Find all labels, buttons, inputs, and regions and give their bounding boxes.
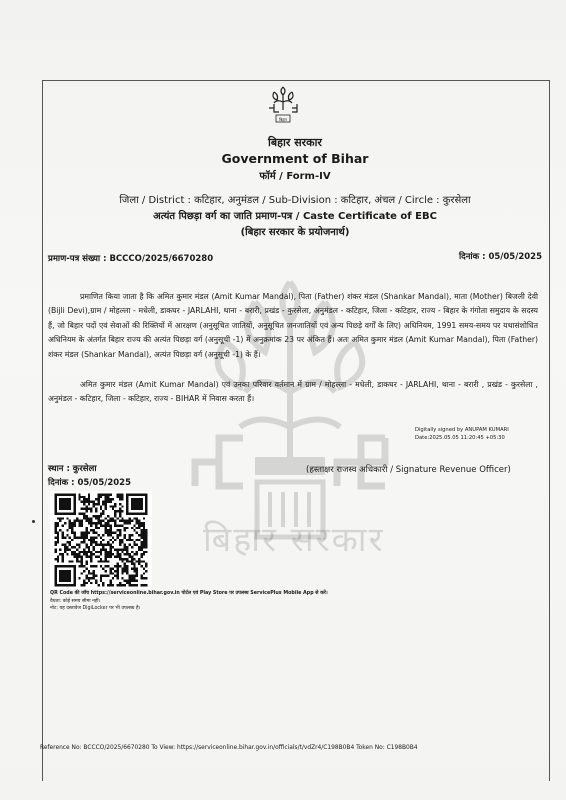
bihar-emblem-icon <box>266 84 300 124</box>
place-label: स्थान : कुरसेला <box>48 464 97 474</box>
certificate-date: दिनांक : 05/05/2025 <box>458 252 542 262</box>
certificate-body-paragraph-2: अमित कुमार मंडल (Amit Kumar Mandal) एवं उनका परिवार वर्तमान में ग्राम / मोहल्ला - मधेली, डाकघर - JARLAHI, थाना - बरारी , प्रखंड - कुरसेला , अनुमंडल - कटिहार, जिला - कटिहार, राज्य - BIHAR में निवास करता हैं। <box>48 380 538 404</box>
digital-signature-date: Date:2025.05.05 11:20:45 +05:30 <box>415 435 505 441</box>
certificate-body-paragraph-1: प्रमाणित किया जाता है कि अमित कुमार मंडल (Amit Kumar Mandal), पिता (Father) शंकर मंडल (Shankar Mandal), माता (Mother) बिजली देवी (Bijli Devi),ग्राम / मोहल्ला - मधेली, डाकघर - JARLAHI, थाना - बरारी, प्रखंड - कुरसेला, अनुमंडल - कटिहार, जिला - कटिहार, राज्य - बिहार के गंगोता समुदाय के सदस्य हैं, जो बिहार पदों एवं सेवाओं की रिक्तियों में आरक्षण (अनुसूचित जातियों, अनुसूचित जनजातियों एवं अन्य पिछड़े वर्गों के लिए) अधिनियम, 1991 समय-समय पर यथासंशोधित अधिनियम के अंतर्गत बिहार राज्य की अत्यंत पिछड़ा वर्ग (अनुसूची -1) में अनुक्रमांक 23 पर अंकित हैं। अतः अमित कुमार मंडल (Amit Kumar Mandal), पिता (Father) शंकर मंडल (Shankar Mandal), अत्यंत पिछड़ा वर्ग (अनुसूची -1) के हैं। <box>48 292 538 359</box>
watermark-text: बिहार सरकार <box>203 520 385 560</box>
reference-footer: Reference No: BCCCO/2025/6670280 To View: https://serviceonline.bihar.gov.in/officials/t/vdZr4/C198B0B4 Token No: C198B0B4 <box>40 745 418 751</box>
issue-date: दिनांक : 05/05/2025 <box>48 478 132 488</box>
district-line: जिला / District : कटिहार, अनुमंडल / Sub-Division : कटिहार, अंचल / Circle : कुरसेला <box>119 195 471 206</box>
digital-signature-signer: Digitally signed by ANUPAM KUMARI <box>415 427 509 433</box>
form-label: फॉर्म / Form-IV <box>259 171 331 182</box>
emblem-label: बिहार <box>278 117 288 122</box>
certificate-number: प्रमाण-पत्र संख्या : BCCCO/2025/6670280 <box>48 254 214 264</box>
certificate-title: अत्यंत पिछड़ा वर्ग का जाति प्रमाण-पत्र / Caste Certificate of EBC <box>153 211 437 222</box>
signatory-label: (हस्ताक्षर राजस्व अधिकारी / Signature Revenue Officer) <box>306 465 511 475</box>
qr-instructions <box>50 590 328 613</box>
qr-verify-note: QR Code की जाँच https://serviceonline.bihar.gov.in पोर्टल एवं Play Store पर उपलब्ध ServicePlus Mobile App से करें। <box>50 591 328 596</box>
digital-signature <box>415 426 509 442</box>
qr-code[interactable] <box>50 491 152 589</box>
scan-speck <box>32 520 35 523</box>
state-name-english: Government of Bihar <box>221 151 369 166</box>
qr-digilocker-note: नोट: यह दस्तावेज DigiLocker पर भी उपलब्ध है। <box>50 606 141 611</box>
qr-validity-note: वैधता: कोई समय सीमा नहीं। <box>50 598 101 604</box>
state-name-hindi: बिहार सरकार <box>268 136 322 149</box>
purpose-note: (बिहार सरकार के प्रयोजनार्थ) <box>240 227 350 238</box>
